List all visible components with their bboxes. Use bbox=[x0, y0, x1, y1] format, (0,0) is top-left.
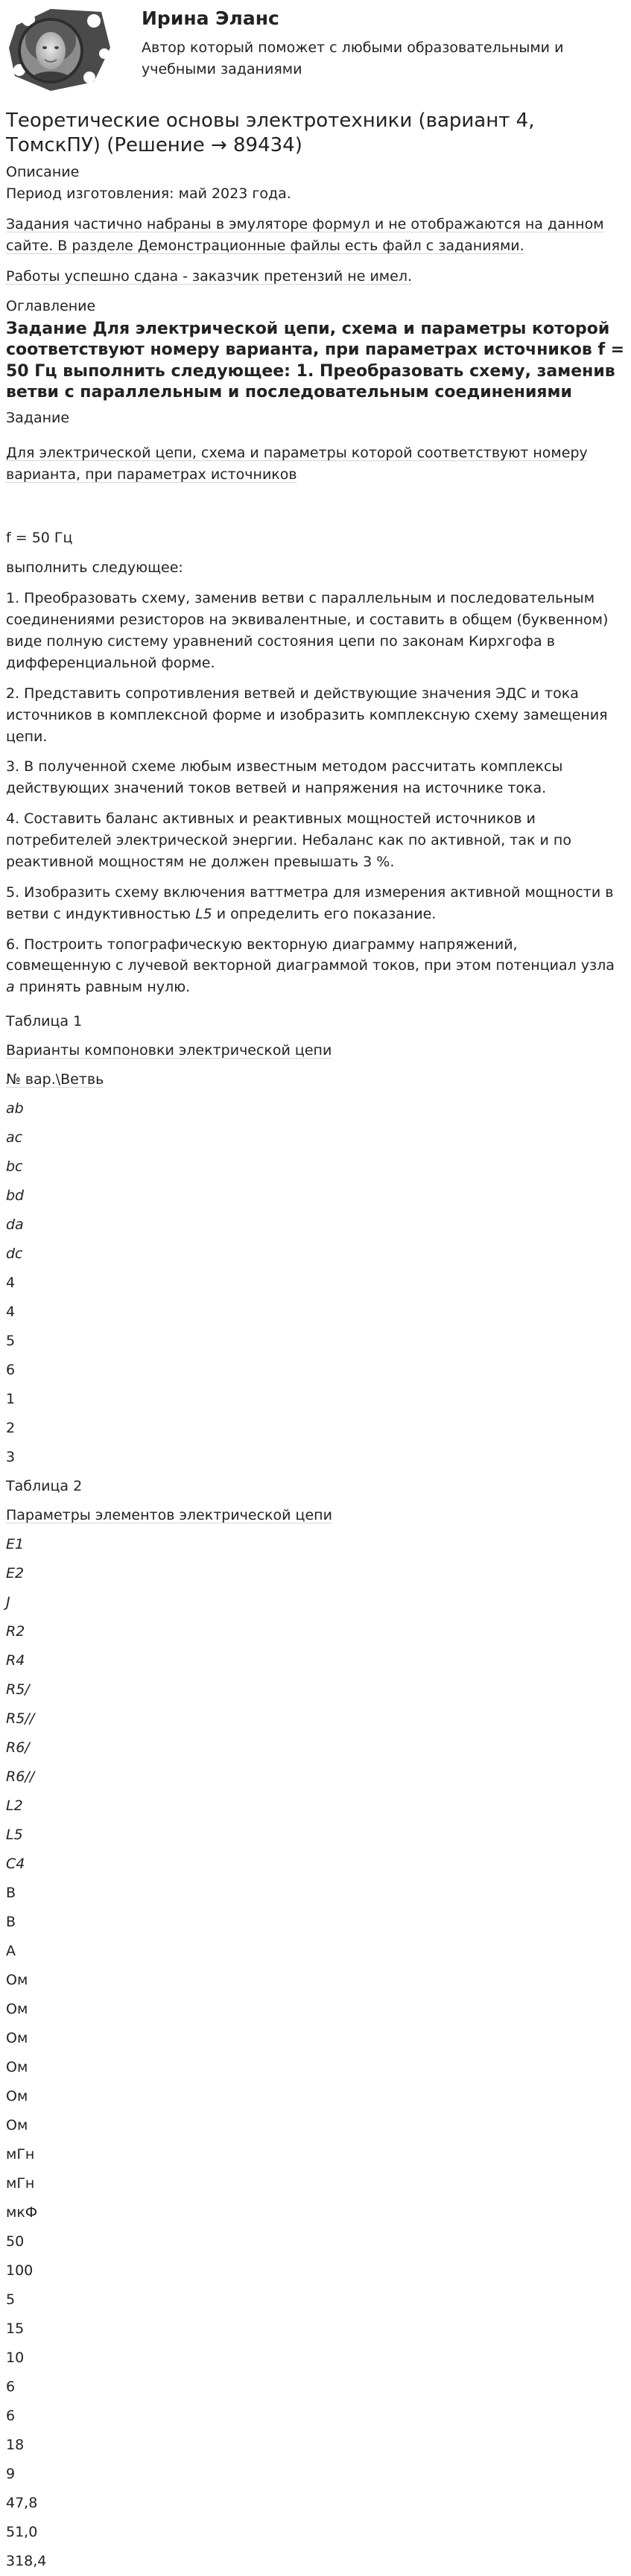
table1-value: 1 bbox=[6, 1391, 16, 1408]
table2-caption-text: Параметры элементов электрической цепи bbox=[6, 1507, 332, 1524]
task-label: Задание bbox=[6, 409, 70, 426]
table2-unit: мкФ bbox=[6, 2204, 38, 2221]
page-title: Теоретические основы электротехники (вариант 4, ТомскПУ) (Решение → 89434) bbox=[6, 110, 535, 156]
table1-branch bbox=[6, 1181, 625, 1211]
task-item-2: 2. Представить сопротивления ветвей и действующие значения ЭДС и тока источников в комплексной форме и изобразить комплексную схему замещения цепи. bbox=[6, 685, 608, 745]
table1-value: 5 bbox=[6, 1333, 16, 1350]
status-text bbox=[6, 266, 625, 288]
author-card bbox=[6, 0, 625, 98]
table2-param-text: E1 bbox=[6, 1536, 25, 1553]
table1-header-text: № вар.\Ветвь bbox=[6, 1071, 104, 1088]
table1-branch bbox=[6, 1123, 625, 1152]
film-reel-frame-icon bbox=[6, 4, 116, 94]
table2-param-text: L2 bbox=[6, 1798, 23, 1815]
table2-param-text: R5/ bbox=[6, 1681, 30, 1698]
table2-value: 18 bbox=[6, 2437, 25, 2454]
task-item-3: 3. В полученной схеме любым известным методом рассчитать комплексы действующих значений токов ветвей и напряжения на источнике тока. bbox=[6, 758, 563, 797]
table1-branch-text: da bbox=[6, 1216, 24, 1234]
table1-caption-text: Варианты компоновки электрической цепи bbox=[6, 1042, 332, 1059]
table2-param bbox=[6, 1646, 625, 1675]
table2-unit: Ом bbox=[6, 2088, 28, 2105]
author-description: Автор который поможет с любыми образовательными и учебными заданиями bbox=[142, 39, 564, 77]
status-text-content: Работы успешно сдана - заказчик претензий не имел. bbox=[6, 267, 413, 285]
table1-value: 3 bbox=[6, 1449, 16, 1466]
table1-branch bbox=[6, 1152, 625, 1181]
table2-value: 10 bbox=[6, 2350, 25, 2367]
table2-param-text: E2 bbox=[6, 1565, 25, 1582]
table1-branch-text: bd bbox=[6, 1187, 25, 1205]
table2-param bbox=[6, 1763, 625, 1792]
task-item-5-prefix: 5. Изобразить схему включения ваттметра для измерения активной мощности в ветви с индуктивностью bbox=[6, 883, 614, 922]
table2-value: 47,8 bbox=[6, 2495, 38, 2512]
table2-param bbox=[6, 1617, 625, 1646]
table1-branch bbox=[6, 1240, 625, 1269]
table2-param bbox=[6, 1559, 625, 1588]
table2-value: 9 bbox=[6, 2466, 16, 2483]
toc-label: Оглавление bbox=[6, 298, 96, 315]
task-item-4: 4. Составить баланс активных и реактивных мощностей источников и потребителей электрической энергии. Небаланс как по активной, так и по реактивной мощностям не должен превышать 3 %. bbox=[6, 810, 571, 870]
table1-branch bbox=[6, 1211, 625, 1240]
table2-unit: Ом bbox=[6, 2001, 28, 2018]
table2-unit: мГн bbox=[6, 2146, 35, 2163]
author-avatar[interactable] bbox=[6, 4, 116, 94]
table2-value: 51,0 bbox=[6, 2524, 38, 2541]
table2-param bbox=[6, 1675, 625, 1704]
task-title[interactable]: Задание Для электрической цепи, схема и параметры которой соответствуют номеру варианта, при параметрах источников f = 50 Гц выполнить следующее: 1. Преобразовать схему, заменив ветви с параллельным и последовательным соединениями bbox=[6, 320, 625, 402]
table2-unit: В bbox=[6, 1914, 16, 1931]
table2-value: 318,4 bbox=[6, 2553, 47, 2570]
table2-param bbox=[6, 1733, 625, 1763]
table2-value: 100 bbox=[6, 2262, 34, 2280]
formula-placeholder bbox=[6, 495, 625, 523]
table1-branch bbox=[6, 1094, 625, 1123]
task-item-6-var: a bbox=[6, 979, 15, 996]
table1-value: 6 bbox=[6, 1362, 16, 1379]
table1-value: 4 bbox=[6, 1304, 16, 1321]
author-info bbox=[142, 4, 625, 80]
table2-caption bbox=[6, 1501, 625, 1530]
table2-unit: В bbox=[6, 1885, 16, 1902]
table2-param bbox=[6, 1704, 625, 1733]
table2-param-text: R5// bbox=[6, 1710, 35, 1728]
task-item-5-var: L5 bbox=[195, 905, 212, 922]
table1-header bbox=[6, 1065, 625, 1094]
table1-branch-text: bc bbox=[6, 1158, 23, 1176]
table2-value: 5 bbox=[6, 2291, 16, 2309]
table2-unit: Ом bbox=[6, 2117, 28, 2134]
table2-param bbox=[6, 1530, 625, 1559]
table1-value: 2 bbox=[6, 1420, 16, 1437]
table1-branch-text: dc bbox=[6, 1246, 23, 1263]
task-intro bbox=[6, 442, 625, 486]
table2-param bbox=[6, 1850, 625, 1879]
note-text bbox=[6, 214, 625, 257]
table2-param-text: C4 bbox=[6, 1856, 25, 1873]
table2-param-text: R6// bbox=[6, 1768, 35, 1786]
table2-param-text: L5 bbox=[6, 1827, 23, 1844]
author-name[interactable]: Ирина Эланс bbox=[142, 7, 279, 29]
table1-label: Таблица 1 bbox=[6, 1013, 83, 1030]
table2-unit: Ом bbox=[6, 1972, 28, 1989]
table1-branch-text: ac bbox=[6, 1129, 23, 1146]
table2-value: 6 bbox=[6, 2379, 16, 2396]
table1-value: 4 bbox=[6, 1275, 16, 1292]
table2-label: Таблица 2 bbox=[6, 1478, 83, 1495]
table2-value: 6 bbox=[6, 2408, 16, 2425]
task-item-5 bbox=[6, 882, 625, 925]
table2-unit: А bbox=[6, 1943, 16, 1960]
table2-unit: Ом bbox=[6, 2059, 28, 2076]
task-intro-content: Для электрической цепи, схема и параметры которой соответствуют номеру варианта, при параметрах источников bbox=[6, 444, 588, 483]
table1-branch-text: ab bbox=[6, 1100, 24, 1117]
task-item-5-suffix: и определить его показание. bbox=[212, 905, 437, 922]
table2-param bbox=[6, 1588, 625, 1617]
table2-unit: мГн bbox=[6, 2175, 35, 2192]
task-item-6-prefix: 6. Построить топографическую векторную диаграмму напряжений, совмещенную с лучевой векторной диаграммой токов, при этом потенциал узла bbox=[6, 936, 615, 974]
note-text-content: Задания частично набраны в эмуляторе формул и не отображаются на данном сайте. В разделе Демонстрационные файлы есть файл с заданиями. bbox=[6, 215, 604, 254]
table2-param bbox=[6, 1821, 625, 1850]
task-item-1: 1. Преобразовать схему, заменив ветви с параллельным и последовательным соединениями резисторов на эквивалентные, и составить в общем (буквенном) виде полную систему уравнений состояния цепи по законам Кирхгофа в дифференциальной форме. bbox=[6, 590, 609, 671]
table2-value: 15 bbox=[6, 2320, 25, 2338]
table2-param-text: R2 bbox=[6, 1623, 25, 1640]
table2-param-text: J bbox=[6, 1594, 10, 1611]
table2-unit: Ом bbox=[6, 2030, 28, 2047]
task-item-6 bbox=[6, 934, 625, 999]
table2-param-text: R4 bbox=[6, 1652, 25, 1669]
period-text: Период изготовления: май 2023 года. bbox=[6, 185, 291, 202]
table2-value: 50 bbox=[6, 2233, 25, 2250]
table2-param-text: R6/ bbox=[6, 1739, 30, 1757]
task-item-6-suffix: принять равным нулю. bbox=[14, 979, 191, 996]
table1-caption bbox=[6, 1036, 625, 1065]
description-label: Описание bbox=[6, 164, 80, 180]
frequency-text: f = 50 Гц bbox=[6, 529, 73, 546]
table2-param bbox=[6, 1792, 625, 1821]
instruction-text: выполнить следующее: bbox=[6, 559, 183, 577]
